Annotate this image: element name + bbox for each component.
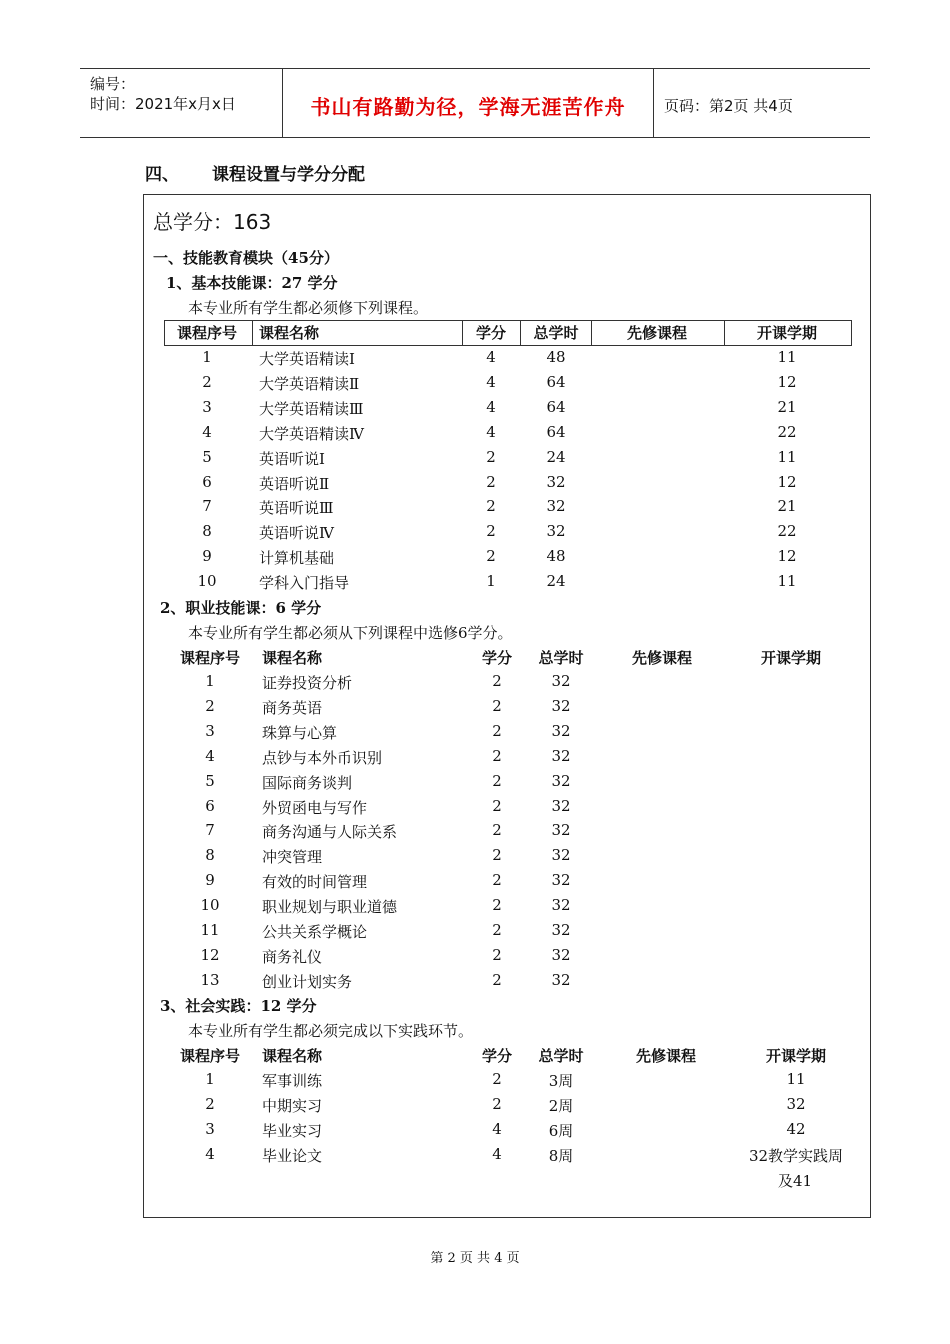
sub3-cell-course-no: 4: [205, 1145, 215, 1163]
sub3-header-course-no: 课程序号: [179, 1047, 240, 1065]
sub1-cell-semester: 12: [777, 372, 797, 391]
sub3-header-course-name: 课程名称: [262, 1047, 323, 1065]
sub2-cell-credits: 2: [492, 945, 502, 964]
sub2-cell-total-hours: 32: [551, 796, 571, 815]
sub3-header-prereq: 先修课程: [635, 1047, 696, 1065]
sub1-cell-course-no: 8: [202, 522, 212, 541]
sub1-cell-credits: 4: [486, 348, 496, 366]
sub1-cell-total-hours: 64: [546, 397, 566, 416]
sub2-cell-total-hours: 32: [551, 921, 571, 939]
sub3-cell-total-hours: 3周: [548, 1072, 574, 1090]
sub2-cell-credits: 2: [492, 921, 502, 939]
section-title: 课程设置与学分分配: [212, 165, 365, 185]
sub3-header-total-hours: 总学时: [538, 1047, 584, 1065]
sub3-row4-semester-cont: 及41: [778, 1172, 813, 1190]
sub3-cell-course-name: 中期实习: [262, 1097, 323, 1115]
doc-time-label: 时间：2021年x月x日: [90, 95, 236, 113]
sub1-cell-course-no: 1: [202, 348, 212, 366]
sub3-cell-total-hours: 8周: [548, 1147, 574, 1165]
sub3-cell-course-no: 2: [205, 1095, 215, 1113]
sub3-cell-credits: 4: [492, 1120, 502, 1138]
sub3-cell-course-name: 军事训练: [262, 1072, 323, 1090]
sub1-cell-credits: 4: [486, 397, 496, 416]
sub2-cell-credits: 2: [492, 970, 502, 989]
header-meta-cell: [80, 69, 283, 137]
sub1-cell-total-hours: 64: [546, 422, 566, 441]
sub3-cell-credits: 4: [492, 1145, 502, 1163]
sub2-cell-total-hours: 32: [551, 696, 571, 715]
sub1-cell-credits: 2: [486, 472, 496, 491]
sub2-cell-course-name: 冲突管理: [262, 848, 323, 867]
sub2-cell-total-hours: 32: [551, 846, 571, 865]
sub2-cell-total-hours: 32: [551, 821, 571, 840]
sub2-cell-credits: 2: [492, 721, 502, 740]
sub3-cell-course-name: 毕业论文: [262, 1147, 323, 1165]
sub1-header-prereq: 先修课程: [626, 324, 687, 342]
sub1-cell-total-hours: 24: [546, 447, 566, 466]
sub2-cell-course-name: 证券投资分析: [262, 674, 353, 692]
sub1-cell-semester: 11: [777, 447, 797, 466]
sub2-cell-course-name: 职业规划与职业道德: [262, 898, 398, 917]
sub2-cell-credits: 2: [492, 896, 502, 915]
sub1-cell-semester: 12: [777, 472, 797, 491]
sub1-note: 本专业所有学生都必须修下列课程。: [188, 299, 429, 317]
sub2-cell-total-hours: 32: [551, 746, 571, 765]
sub2-cell-course-no: 4: [205, 746, 215, 765]
sub1-header-course-name: 课程名称: [259, 324, 320, 342]
sub3-cell-course-no: 1: [205, 1070, 215, 1088]
sub2-cell-credits: 2: [492, 846, 502, 865]
sub1-cell-course-no: 3: [202, 397, 212, 416]
sub2-cell-total-hours: 32: [551, 771, 571, 790]
sub2-cell-course-name: 创业计划实务: [262, 972, 353, 991]
sub2-cell-course-name: 珠算与心算: [262, 723, 338, 742]
sub1-cell-total-hours: 48: [546, 547, 566, 566]
sub2-cell-credits: 2: [492, 672, 502, 690]
sub1-cell-course-name: 计算机基础: [259, 549, 335, 568]
sub2-header-course-name: 课程名称: [262, 649, 323, 667]
sub1-cell-course-no: 10: [197, 572, 217, 591]
sub2-cell-course-name: 有效的时间管理: [262, 873, 368, 892]
sub1-cell-credits: 4: [486, 372, 496, 391]
sub3-cell-semester: 32教学实践周: [748, 1147, 844, 1165]
sub1-title: 1、基本技能课：27 学分: [166, 274, 338, 292]
sub2-cell-course-name: 外贸函电与写作: [262, 798, 368, 817]
sub2-header-prereq: 先修课程: [631, 649, 692, 667]
sub2-cell-course-no: 11: [200, 921, 220, 939]
sub1-cell-course-name: 大学英语精读Ⅰ: [259, 350, 355, 368]
sub1-cell-course-no: 7: [202, 497, 212, 516]
sub3-cell-credits: 2: [492, 1095, 502, 1113]
sub2-cell-credits: 2: [492, 771, 502, 790]
sub2-cell-course-name: 商务礼仪: [262, 947, 323, 966]
sub1-cell-total-hours: 32: [546, 497, 566, 516]
sub2-cell-credits: 2: [492, 746, 502, 765]
page-info: 页码：第2页 共4页: [664, 97, 793, 115]
sub2-cell-course-no: 3: [205, 721, 215, 740]
sub1-cell-course-no: 4: [202, 422, 212, 441]
sub2-cell-course-no: 7: [205, 821, 215, 840]
sub1-cell-semester: 11: [777, 348, 797, 366]
sub2-header-total-hours: 总学时: [538, 649, 584, 667]
sub3-cell-semester: 32: [786, 1095, 806, 1113]
document-header: [80, 68, 870, 138]
sub2-cell-course-name: 国际商务谈判: [262, 773, 353, 792]
sub1-cell-course-name: 英语听说Ⅲ: [259, 499, 334, 518]
sub3-cell-total-hours: 2周: [548, 1097, 574, 1115]
sub1-cell-credits: 4: [486, 422, 496, 441]
sub1-cell-course-no: 9: [202, 547, 212, 566]
sub2-cell-total-hours: 32: [551, 945, 571, 964]
sub3-cell-credits: 2: [492, 1070, 502, 1088]
sub1-cell-semester: 21: [777, 497, 797, 516]
sub2-cell-course-no: 5: [205, 771, 215, 790]
section-number: 四、: [145, 165, 179, 185]
sub1-cell-credits: 2: [486, 497, 496, 516]
sub2-title: 2、职业技能课：6 学分: [160, 599, 322, 617]
sub1-cell-total-hours: 24: [546, 572, 566, 591]
sub1-cell-semester: 12: [777, 547, 797, 566]
sub1-cell-course-name: 大学英语精读Ⅲ: [259, 399, 364, 418]
sub1-cell-total-hours: 48: [546, 348, 566, 366]
page-footer: 第 2 页 共 4 页: [430, 1251, 520, 1266]
sub1-cell-total-hours: 32: [546, 472, 566, 491]
sub2-cell-course-name: 商务沟通与人际关系: [262, 823, 398, 842]
sub1-cell-course-name: 学科入门指导: [259, 574, 350, 593]
sub1-cell-credits: 1: [486, 572, 496, 591]
sub1-cell-total-hours: 64: [546, 372, 566, 391]
sub1-cell-course-no: 2: [202, 372, 212, 391]
sub2-cell-course-no: 9: [205, 871, 215, 890]
sub2-cell-total-hours: 32: [551, 896, 571, 915]
sub1-cell-course-no: 5: [202, 447, 212, 466]
sub1-cell-course-name: 英语听说Ⅳ: [259, 524, 334, 543]
sub1-cell-semester: 22: [777, 522, 797, 541]
sub1-cell-total-hours: 32: [546, 522, 566, 541]
sub2-cell-course-no: 2: [205, 696, 215, 715]
sub2-cell-total-hours: 32: [551, 672, 571, 690]
sub2-cell-credits: 2: [492, 696, 502, 715]
sub1-header-credits: 学分: [475, 324, 506, 342]
header-page-cell: [654, 69, 870, 137]
sub1-cell-course-name: 英语听说Ⅰ: [259, 449, 325, 468]
doc-number-label: 编号：: [90, 75, 136, 93]
sub1-cell-credits: 2: [486, 522, 496, 541]
sub2-cell-course-no: 6: [205, 796, 215, 815]
sub3-title: 3、社会实践：12 学分: [160, 997, 317, 1015]
sub2-cell-course-no: 10: [200, 896, 220, 915]
sub2-header-semester: 开课学期: [760, 649, 821, 667]
sub2-cell-credits: 2: [492, 821, 502, 840]
sub2-cell-total-hours: 32: [551, 721, 571, 740]
sub3-cell-total-hours: 6周: [548, 1122, 574, 1140]
sub3-cell-semester: 11: [786, 1070, 806, 1088]
sub1-cell-course-name: 英语听说Ⅱ: [259, 474, 330, 493]
sub2-cell-credits: 2: [492, 796, 502, 815]
sub2-cell-course-no: 13: [200, 970, 220, 989]
sub1-cell-credits: 2: [486, 447, 496, 466]
module-title: 一、技能教育模块（45分）: [153, 249, 339, 267]
sub1-cell-course-name: 大学英语精读Ⅳ: [259, 424, 364, 443]
header-motto-cell: [283, 69, 654, 137]
sub2-note: 本专业所有学生都必须从下列课程中选修6学分。: [188, 624, 513, 642]
sub2-cell-course-no: 1: [205, 672, 215, 690]
sub3-header-credits: 学分: [481, 1047, 512, 1065]
sub3-cell-course-name: 毕业实习: [262, 1122, 323, 1140]
sub1-cell-semester: 21: [777, 397, 797, 416]
sub2-cell-course-name: 公共关系学概论: [262, 923, 368, 941]
sub1-cell-semester: 11: [777, 572, 797, 591]
total-credits: 总学分：163: [153, 210, 272, 234]
sub2-cell-total-hours: 32: [551, 871, 571, 890]
sub1-cell-semester: 22: [777, 422, 797, 441]
sub1-header-total-hours: 总学时: [533, 324, 579, 342]
sub3-cell-course-no: 3: [205, 1120, 215, 1138]
sub2-cell-total-hours: 32: [551, 970, 571, 989]
sub2-header-credits: 学分: [481, 649, 512, 667]
sub2-cell-course-no: 8: [205, 846, 215, 865]
sub2-header-course-no: 课程序号: [179, 649, 240, 667]
sub2-cell-course-no: 12: [200, 945, 220, 964]
sub2-cell-course-name: 点钞与本外币识别: [262, 748, 383, 767]
sub3-header-semester: 开课学期: [765, 1047, 826, 1065]
sub1-header-course-no: 课程序号: [176, 324, 237, 342]
sub3-note: 本专业所有学生都必须完成以下实践环节。: [188, 1022, 474, 1040]
sub2-cell-course-name: 商务英语: [262, 698, 323, 717]
sub1-cell-credits: 2: [486, 547, 496, 566]
sub1-header-semester: 开课学期: [756, 324, 817, 342]
sub3-cell-semester: 42: [786, 1120, 806, 1138]
motto-text: 书山有路勤为径，学海无涯苦作舟: [310, 95, 626, 119]
sub1-cell-course-name: 大学英语精读Ⅱ: [259, 374, 360, 393]
sub2-cell-credits: 2: [492, 871, 502, 890]
sub1-cell-course-no: 6: [202, 472, 212, 491]
